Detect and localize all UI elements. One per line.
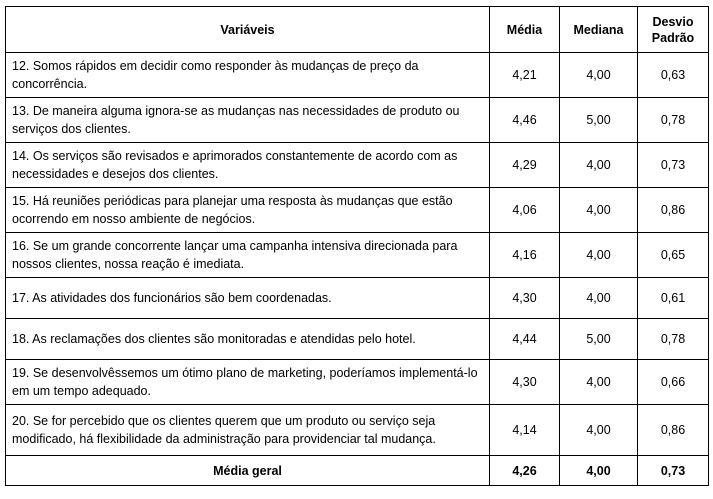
media-cell: 4,44 [490,319,560,360]
table-row [6,360,709,405]
variable-cell: 12. Somos rápidos em decidir como responder às mudanças de preço da concorrência. [6,53,490,98]
mediana-cell: 4,00 [560,278,638,319]
desvio-cell: 0,65 [638,233,709,278]
variable-cell: 14. Os serviços são revisados e aprimorados constantemente de acordo com as necessidades e desejos dos clientes. [6,143,490,188]
variable-cell: 17. As atividades dos funcionários são bem coordenadas. [6,278,490,319]
media-cell: 4,46 [490,98,560,143]
variable-cell: 13. De maneira alguma ignora-se as mudanças nas necessidades de produto ou serviços dos clientes. [6,98,490,143]
header-media: Média [490,7,560,53]
media-cell: 4,16 [490,233,560,278]
mediana-cell: 4,00 [560,405,638,456]
desvio-cell: 0,86 [638,188,709,233]
desvio-cell: 0,78 [638,319,709,360]
desvio-cell: 0,73 [638,143,709,188]
table-row [6,233,709,278]
header-variaveis: Variáveis [6,7,490,53]
mediana-cell: 4,00 [560,53,638,98]
desvio-cell: 0,63 [638,53,709,98]
variable-cell: 19. Se desenvolvêssemos um ótimo plano de marketing, poderíamos implementá-lo em um tempo adequado. [6,360,490,405]
mediana-cell: 4,00 [560,360,638,405]
table-row [6,188,709,233]
desvio-cell: 0,66 [638,360,709,405]
mediana-cell: 5,00 [560,98,638,143]
media-cell: 4,30 [490,278,560,319]
variable-cell: 15. Há reuniões periódicas para planejar uma resposta às mudanças que estão ocorrendo em nosso ambiente de negócios. [6,188,490,233]
mediana-cell: 4,00 [560,188,638,233]
table-row [6,98,709,143]
variable-cell: 18. As reclamações dos clientes são monitoradas e atendidas pelo hotel. [6,319,490,360]
variable-cell: 16. Se um grande concorrente lançar uma campanha intensiva direcionada para nossos clientes, nossa reação é imediata. [6,233,490,278]
header-desvio-line1: Desvio [652,14,694,29]
summary-label: Média geral [6,456,490,486]
statistics-table-container [5,6,708,486]
media-cell: 4,14 [490,405,560,456]
summary-row [6,456,709,486]
desvio-cell: 0,61 [638,278,709,319]
media-cell: 4,21 [490,53,560,98]
media-cell: 4,06 [490,188,560,233]
desvio-cell: 0,78 [638,98,709,143]
header-row [6,7,709,53]
summary-media: 4,26 [490,456,560,486]
header-mediana: Mediana [560,7,638,53]
statistics-table [5,6,709,486]
header-desvio-line2: Padrão [651,30,695,45]
table-row [6,278,709,319]
variable-cell: 20. Se for percebido que os clientes querem que um produto ou serviço seja modificado, há flexibilidade da administração para providenciar tal mudança. [6,405,490,456]
desvio-cell: 0,86 [638,405,709,456]
table-row [6,53,709,98]
summary-mediana: 4,00 [560,456,638,486]
mediana-cell: 4,00 [560,143,638,188]
mediana-cell: 5,00 [560,319,638,360]
table-row [6,405,709,456]
summary-desvio: 0,73 [638,456,709,486]
mediana-cell: 4,00 [560,233,638,278]
table-row [6,319,709,360]
header-desvio-padrao [638,7,709,53]
media-cell: 4,30 [490,360,560,405]
media-cell: 4,29 [490,143,560,188]
table-row [6,143,709,188]
